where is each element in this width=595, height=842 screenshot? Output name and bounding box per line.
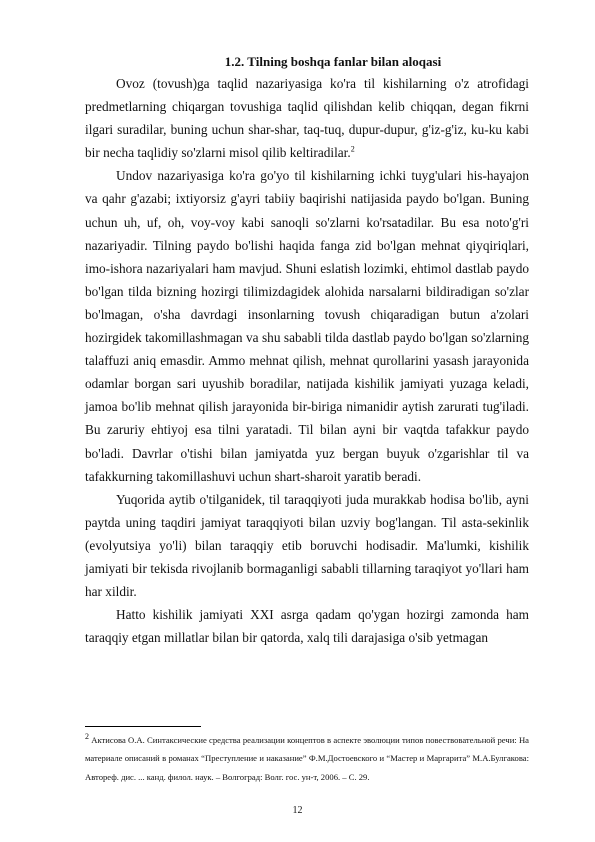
section-heading: 1.2. Tilning boshqa fanlar bilan aloqasi (224, 54, 442, 69)
footnote-text: Актисова О.А. Синтаксические средства реализации концептов в аспекте эволюции типов повествовательной речи: На материале описаний в романах “Преступление и наказание” Ф.М.Достоевского и “Мастер и Маргарита” М.А.Булгакова: Автореф. дис. ... канд. филол. наук. – Волгоград: Волг. гос. ун-т, 2006. – С. 29. (85, 735, 529, 782)
page-body (85, 52, 529, 649)
page-number: 12 (292, 805, 303, 816)
footnote-number: 2 (85, 732, 89, 742)
footnote-divider (85, 726, 201, 727)
footnote (85, 731, 529, 786)
paragraph-2 (85, 164, 529, 487)
footnote-reference[interactable]: 2 (350, 144, 355, 154)
paragraph-4-text: Hatto kishilik jamiyati XXI asrga qadam qo'ygan hozirgi zamonda ham taraqqiy etgan millatlar bilan bir qatorda, xalq tili darajasiga o'sib yetmagan (85, 607, 529, 646)
paragraph-4 (85, 603, 529, 649)
paragraph-2-text: Undov nazariyasiga ko'ra go'yo til kishilarning ichki tuyg'ulari his-hayajon va qahr g'azabi; ixtiyorsiz g'ayri tabiiy baqirishi natijasida paydo bo'lgan. Buning uchun uh, uf, oh, voy-voy kabi sanoqli so'zlarni ko'rsatadilar. Bu esa noto'g'ri nazariyadir. Tilning paydo bo'lishi haqida fanga zid bo'lgan mehnat qiyqiriqlari, imo-ishora nazariyalari ham mavjud. Shuni eslatish lozimki, ehtimol dastlab paydo bo'lgan tilda bizning hozirgi tilimizdagidek alohida narsalarni bildiradigan so'zlar bo'lmagan, o'sha davrdagi insonlarning tovush chiqaradigan butun a'zolari hozirgidek takomillashmagan va shu sababli tilda dastlab paydo bo'lgan so'zlarning talaffuzi aniq emasdir. Ammo mehnat qilish, mehnat qurollarini yasash jarayonida odamlar borgan sari uyushib boradilar, natijada kishilik jamiyati yuzaga keladi, jamoa bo'lib mehnat qilish jarayonida bir-biriga nimanidir aytish zarurati tug'iladi. Bu zaruriy ehtiyoj esa tilni yaratadi. Til bilan ayni bir vaqtda tafakkur paydo bo'ladi. Davrlar o'tishi bilan jamiyatda yuz bergan buyuk o'zgarishlar til va tafakkurning takomillashuvi uchun shart-sharoit yaratib beradi. (85, 168, 529, 484)
paragraph-3-text: Yuqorida aytib o'tilganidek, til taraqqiyoti juda murakkab hodisa bo'lib, ayni paytda uning taqdiri jamiyat taraqqiyoti bilan uzviy bog'langan. Til asta-sekinlik (evolyutsiya yo'li) bilan taraqqiy etib boruvchi hodisadir. Ma'lumki, kishilik jamiyati bir tekisda rivojlanib bormaganligi sababli tillarning taraqiyot yo'llari ham har xildir. (85, 491, 529, 600)
paragraph-1 (85, 72, 529, 164)
paragraph-3 (85, 488, 529, 603)
paragraph-1-text: Ovoz (tovush)ga taqlid nazariyasiga ko'ra til kishilarning o'z atrofidagi predmetlarning chiqargan tovushiga taqlid qilishdan kelib chiqqan, degan fikrni ilgari suradilar, buning uchun shar-shar, taq-tuq, dupur-dupur, g'iz-g'iz, ku-ku kabi bir necha taqlidiy so'zlarni misol qilib keltiradilar. (85, 76, 529, 161)
